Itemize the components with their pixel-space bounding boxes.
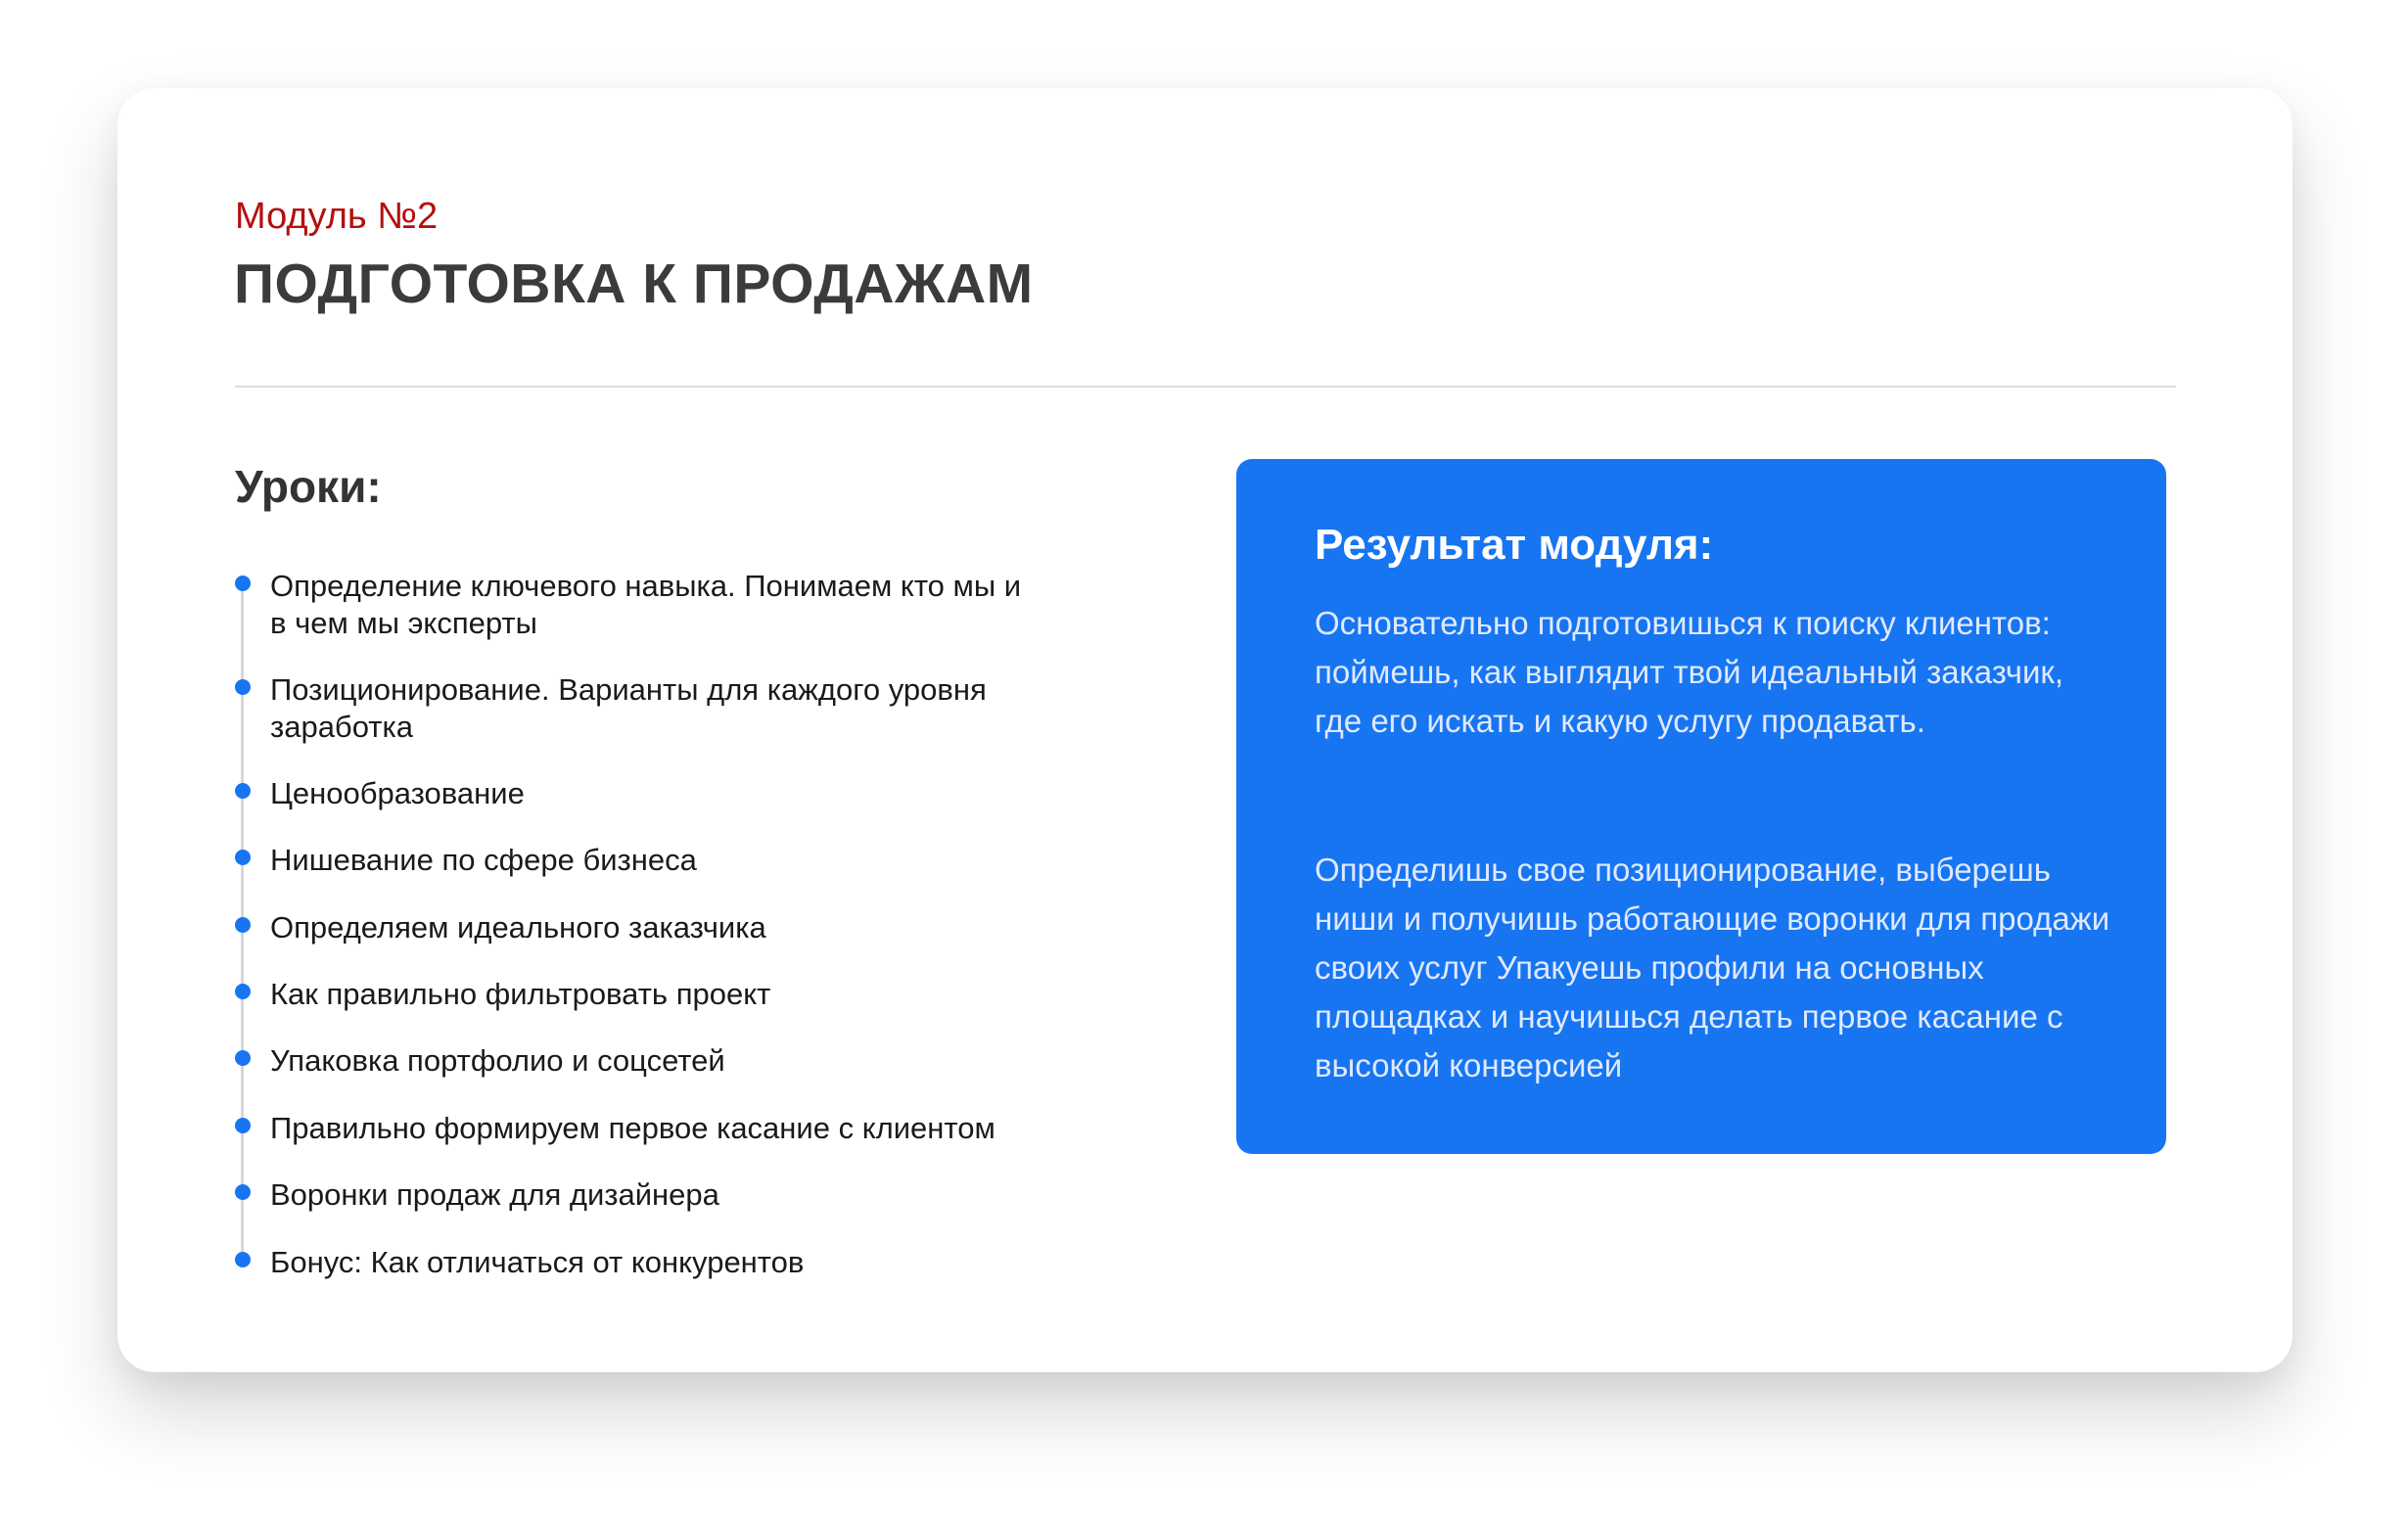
bullet-dot-icon [235, 850, 251, 865]
lesson-text: Воронки продаж для дизайнера [270, 1177, 719, 1212]
lesson-text: Определяем идеального заказчика [270, 910, 766, 944]
lesson-text: Правильно формируем первое касание с клиентом [270, 1111, 996, 1145]
lesson-item [235, 1176, 1038, 1214]
lesson-item [235, 1042, 1038, 1080]
lesson-item [235, 842, 1038, 879]
bullet-dot-icon [235, 576, 251, 591]
lesson-text: Нишевание по сфере бизнеса [270, 843, 697, 877]
bullet-dot-icon [235, 917, 251, 933]
lesson-text: Как правильно фильтровать проект [270, 977, 771, 1011]
bullet-dot-icon [235, 783, 251, 799]
header-divider [235, 386, 2176, 388]
lesson-item [235, 909, 1038, 946]
lesson-item [235, 671, 1038, 746]
bullet-dot-icon [235, 1050, 251, 1066]
bullet-dot-icon [235, 1118, 251, 1133]
lesson-item [235, 976, 1038, 1013]
bullet-dot-icon [235, 984, 251, 999]
module-number-label: Модуль №2 [235, 196, 439, 237]
lesson-text: Ценообразование [270, 776, 525, 810]
lesson-text: Упаковка портфолио и соцсетей [270, 1043, 725, 1078]
lessons-heading: Уроки: [235, 461, 382, 512]
module-title: ПОДГОТОВКА К ПРОДАЖАМ [234, 253, 1034, 315]
bullet-dot-icon [235, 1252, 251, 1267]
lesson-text: Бонус: Как отличаться от конкурентов [270, 1245, 805, 1279]
lesson-text: Определение ключевого навыка. Понимаем кто мы и в чем мы эксперты [270, 569, 1022, 640]
lesson-item [235, 568, 1038, 642]
result-paragraph: Основательно подготовишься к поиску клиентов: поймешь, как выглядит твой идеальный заказчик, где его искать и какую услугу продавать. [1315, 605, 2063, 739]
module-card [117, 88, 2292, 1372]
bullet-dot-icon [235, 679, 251, 695]
lesson-item [235, 1244, 1038, 1281]
lesson-item [235, 775, 1038, 812]
result-title: Результат модуля: [1315, 521, 1714, 569]
bullet-dot-icon [235, 1184, 251, 1200]
lesson-text: Позиционирование. Варианты для каждого уровня заработка [270, 672, 987, 744]
module-result-panel [1236, 459, 2166, 1154]
lesson-item [235, 1110, 1038, 1147]
result-paragraph: Определишь свое позиционирование, выберешь ниши и получишь работающие воронки для продажи своих услуг Упакуешь профили на основных площадках и научишься делать первое касание с высокой конверсией [1315, 852, 2110, 1083]
